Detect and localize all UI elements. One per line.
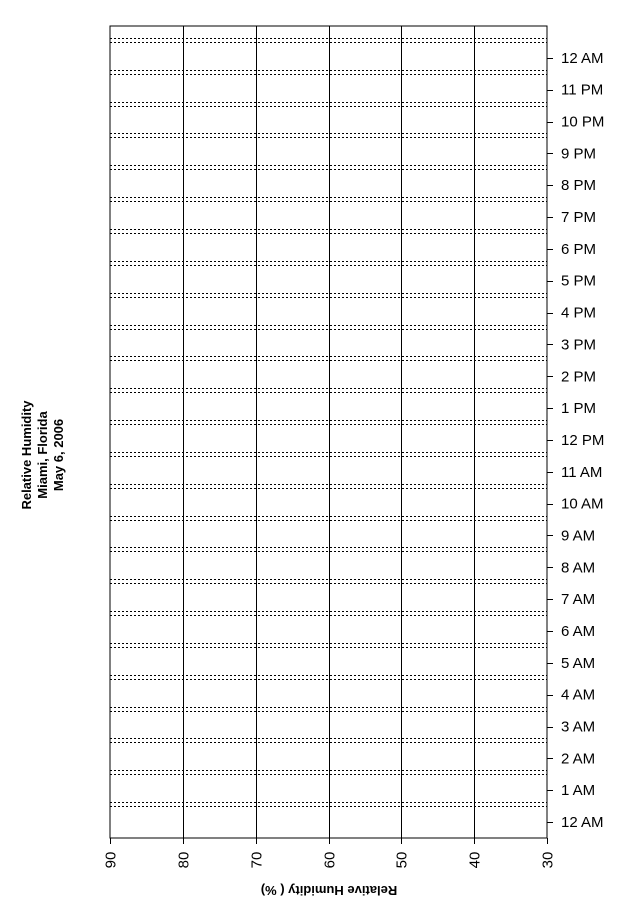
x-axis-title: Relative Humidity ( %) [260, 883, 398, 898]
y-tick-label-3: 3 AM [561, 718, 596, 736]
y-tick-label-7: 7 AM [561, 591, 596, 609]
y-tick-label-13: 1 PM [561, 400, 597, 418]
y-tick-label-8: 8 AM [561, 559, 596, 577]
y-tick-label-15: 3 PM [561, 336, 597, 354]
x-axis-ticks [111, 838, 548, 844]
y-tick-label-1: 1 AM [561, 782, 596, 800]
y-tick-label-4: 4 AM [561, 686, 596, 704]
x-tick-label-30: 30 [539, 851, 557, 869]
y-tick-label-21: 9 PM [561, 145, 597, 163]
y-tick-label-5: 5 AM [561, 654, 596, 672]
plot-area-frame [110, 26, 547, 838]
y-tick-label-10: 10 AM [561, 495, 604, 513]
x-tick-label-90: 90 [102, 851, 120, 869]
y-tick-label-16: 4 PM [561, 304, 597, 322]
y-tick-label-12: 12 PM [561, 431, 605, 449]
y-tick-label-18: 6 PM [561, 240, 597, 258]
x-tick-label-50: 50 [393, 851, 411, 869]
x-axis-tick-labels [103, 852, 557, 869]
chart-title [19, 400, 66, 510]
x-tick-label-60: 60 [321, 851, 339, 869]
y-tick-label-2: 2 AM [561, 750, 596, 768]
y-axis-ticks [547, 59, 553, 823]
y-tick-label-11: 11 AM [561, 463, 603, 481]
x-tick-label-70: 70 [248, 851, 266, 869]
y-tick-label-17: 5 PM [561, 272, 597, 290]
x-tick-label-40: 40 [466, 851, 484, 869]
chart-title-line-1: Relative Humidity [19, 400, 34, 510]
y-tick-label-14: 2 PM [561, 368, 597, 386]
horizontal-dotted-gridlines [110, 39, 547, 807]
chart-title-line-2: Miami, Florida [35, 411, 50, 499]
y-tick-label-22: 10 PM [561, 113, 605, 131]
y-axis-tick-labels [561, 50, 604, 831]
y-tick-label-23: 11 PM [561, 81, 604, 99]
vertical-gridlines [184, 26, 475, 838]
y-tick-label-9: 9 AM [561, 527, 596, 545]
x-tick-label-80: 80 [175, 851, 193, 869]
y-tick-label-20: 8 PM [561, 177, 597, 195]
y-tick-label-19: 7 PM [561, 209, 597, 227]
y-tick-label-24: 12 AM [561, 49, 604, 67]
chart-title-line-3: May 6, 2006 [51, 418, 66, 492]
y-tick-label-6: 6 AM [561, 623, 596, 641]
y-tick-label-0: 12 AM [561, 814, 604, 832]
